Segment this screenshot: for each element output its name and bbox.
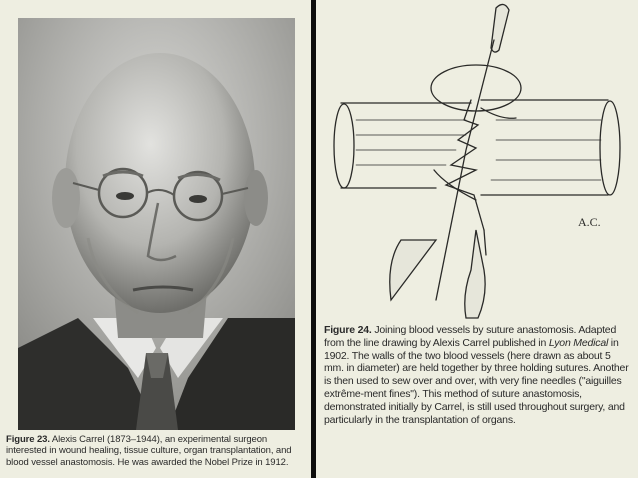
figure-23-label: Figure 23.: [6, 434, 50, 445]
figure-24-journal: Lyon Medical: [548, 336, 609, 349]
figure-23-caption: [6, 434, 306, 468]
figure-24-caption: [324, 324, 632, 426]
suture-anastomosis-drawing: [316, 0, 638, 320]
figure-24-text-b: in 1902. The walls of the two blood vessels (here drawn as about 5 mm. in diameter) are held together by three holding sutures. Another is then used to sew over and over, with very fine needles ("aiguilles extrême-ment fines"). This method of suture anastomosis, demonstrated initially by Carrel, is still used throughout surgery, and particularly in the transplantation of organs.: [324, 336, 629, 426]
figure-23-panel: [0, 0, 311, 478]
artist-signature: A.C.: [578, 215, 601, 229]
figure-23-text: Alexis Carrel (1873–1944), an experimental surgeon interested in wound healing, tissue culture, organ transplantation, and blood vessel anastomosis. He was awarded the Nobel Prize in 1912.: [6, 434, 292, 468]
portrait-illustration: [18, 18, 295, 430]
figure-24-label: Figure 24.: [324, 324, 372, 336]
alexis-carrel-portrait-photo: [18, 18, 295, 430]
figure-24-text-a: Joining blood vessels by suture anastomosis. Adapted from the line drawing by Alexis Carrel published in: [324, 324, 617, 349]
figure-24-panel: [316, 0, 638, 478]
